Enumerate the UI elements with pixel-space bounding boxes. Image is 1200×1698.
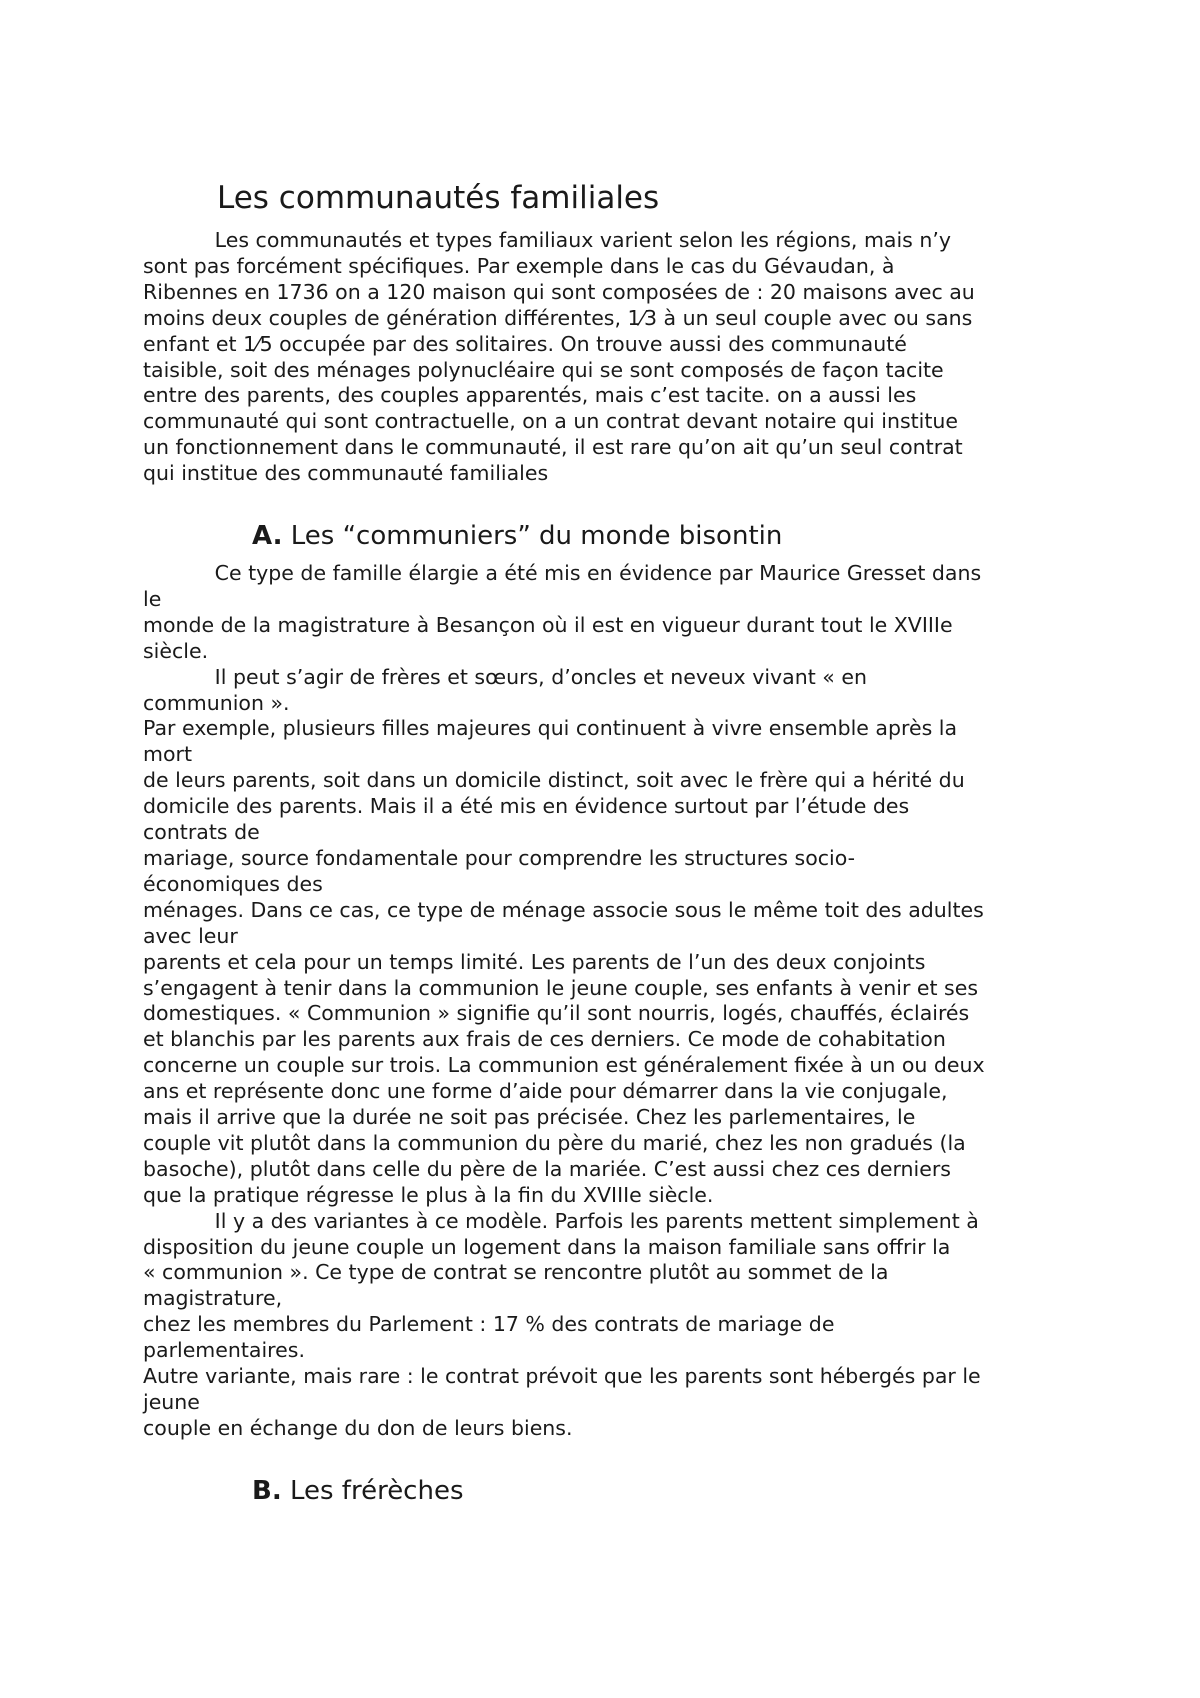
document-title: Les communautés familiales	[217, 180, 660, 216]
section-b-letter: B.	[252, 1476, 282, 1506]
section-b-heading	[252, 1474, 464, 1508]
intro-paragraph: Les communautés et types familiaux varient selon les régions, mais n’y sont pas forcément spécifiques. Par exemple dans le cas du Gévaudan, à Ribennes en 1736 on a 120 maison qui sont composées de : 20 maisons avec au moins deux couples de génération différentes, 1⁄3 à un seul couple avec ou sans enfant et 1⁄5 occupée par des solitaires. On trouve aussi des communauté taisible, soit des ménages polynucléaire qui se sont composés de façon tacite entre des parents, des couples apparentés, mais c’est tacite. on a aussi les communauté qui sont contractuelle, on a un contrat devant notaire qui institue un fonctionnement dans le communauté, il est rare qu’on ait qu’un seul contrat qui institue des communauté familiales	[143, 228, 975, 486]
section-a-title: Les “communiers” du monde bisontin	[290, 521, 783, 551]
section-a-heading	[252, 519, 782, 553]
section-a-letter: A.	[252, 521, 283, 551]
section-b-title: Les frérèches	[289, 1476, 464, 1506]
section-a-body: Ce type de famille élargie a été mis en évidence par Maurice Gresset dans le monde de la magistrature à Besançon où il est en vigueur durant tout le XVIIIe siècle. Il peut s’agir de frères et sœurs, d’oncles et neveux vivant « en communion ». Par exemple, plusieurs filles majeures qui continuent à vivre ensemble après la mort de leurs parents, soit dans un domicile distinct, soit avec le frère qui a hérité du domicile des parents. Mais il a été mis en évidence surtout par l’étude des contrats de mariage, source fondamentale pour comprendre les structures socio- économiques des ménages. Dans ce cas, ce type de ménage associe sous le même toit des adultes avec leur parents et cela pour un temps limité. Les parents de l’un des deux conjoints s’engagent à tenir dans la communion le jeune couple, ses enfants à venir et ses domestiques. « Communion » signifie qu’il sont nourris, logés, chauffés, éclairés et blanchis par les parents aux frais de ces derniers. Ce mode de cohabitation concerne un couple sur trois. La communion est généralement fixée à un ou deux ans et représente donc une forme d’aide pour démarrer dans la vie conjugale, mais il arrive que la durée ne soit pas précisée. Chez les parlementaires, le couple vit plutôt dans la communion du père du marié, chez les non gradués (la basoche), plutôt dans celle du père de la mariée. C’est aussi chez ces derniers que la pratique régresse le plus à la fin du XVIIIe siècle. Il y a des variantes à ce modèle. Parfois les parents mettent simplement à disposition du jeune couple un logement dans la maison familiale sans offrir la « communion ». Ce type de contrat se rencontre plutôt au sommet de la magistrature, chez les membres du Parlement : 17 % des contrats de mariage de parlementaires. Autre variante, mais rare : le contrat prévoit que les parents sont hébergés par le jeune couple en échange du don de leurs biens.	[143, 561, 985, 1440]
